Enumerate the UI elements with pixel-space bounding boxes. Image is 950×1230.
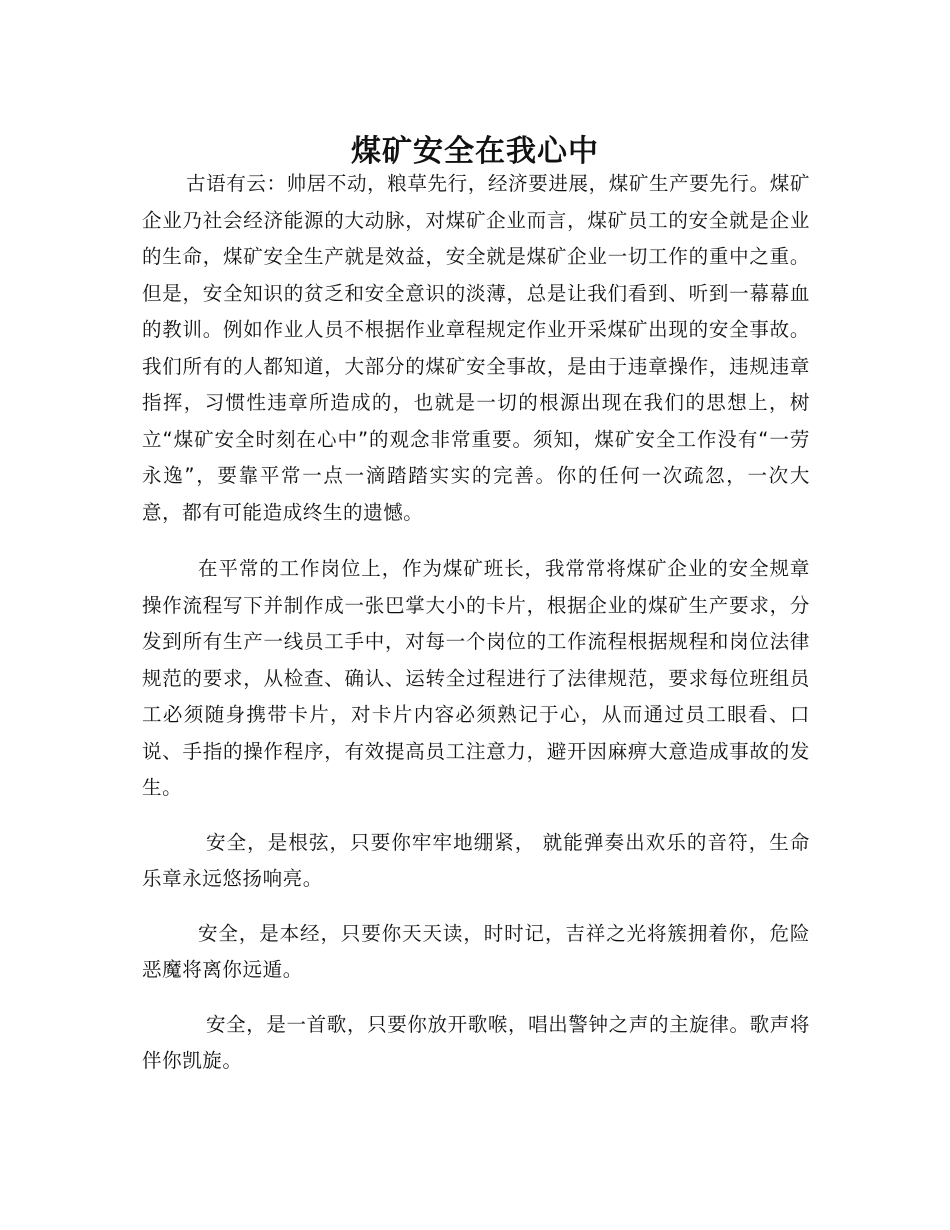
paragraph-intro: 古语有云：帅居不动，粮草先行，经济要进展，煤矿生产要先行。煤矿企业乃社会经济能源的大动脉，对煤矿企业而言，煤矿员工的安全就是企业的生命，煤矿安全生产就是效益，安全就是煤矿企业一切工作的重中之重。但是，安全知识的贫乏和安全意识的淡薄，总是让我们看到、听到一幕幕血的教训。例如作业人员不根据作业章程规定作业开采煤矿出现的安全事故。我们所有的人都知道，大部分的煤矿安全事故，是由于违章操作，违规违章指挥，习惯性违章所造成的，也就是一切的根源出现在我们的思想上，树立“煤矿安全时刻在心中”的观念非常重要。须知，煤矿安全工作没有“一劳永逸”，要靠平常一点一滴踏踏实实的完善。你的任何一次疏忽，一次大意，都有可能造成终生的遗憾。 bbox=[142, 172, 810, 524]
paragraph-safety-string: 安全，是根弦，只要你牢牢地绷紧， 就能弹奏出欢乐的音符，生命乐章永远悠扬响亮。 bbox=[142, 830, 810, 890]
paragraph-team-leader: 在平常的工作岗位上，作为煤矿班长，我常常将煤矿企业的安全规章操作流程写下并制作成一张巴掌大小的卡片，根据企业的煤矿生产要求，分发到所有生产一线员工手中，对每一个岗位的工作流程根据规程和岗位法律规范的要求，从检查、确认、运转全过程进行了法律规范，要求每位班组员工必须随身携带卡片，对卡片内容必须熟记于心，从而通过员工眼看、口说、手指的操作程序，有效提高员工注意力，避开因麻痹大意造成事故的发生。 bbox=[142, 557, 810, 799]
paragraph-safety-scripture: 安全，是本经，只要你天天读，时时记，吉祥之光将簇拥着你，危险恶魔将离你远遁。 bbox=[142, 921, 810, 981]
paragraph-safety-song: 安全，是一首歌，只要你放开歌喉，唱出警钟之声的主旋律。歌声将伴你凯旋。 bbox=[142, 1012, 810, 1072]
document-body bbox=[142, 166, 810, 1080]
document-title: 煤矿安全在我心中 bbox=[351, 134, 599, 170]
